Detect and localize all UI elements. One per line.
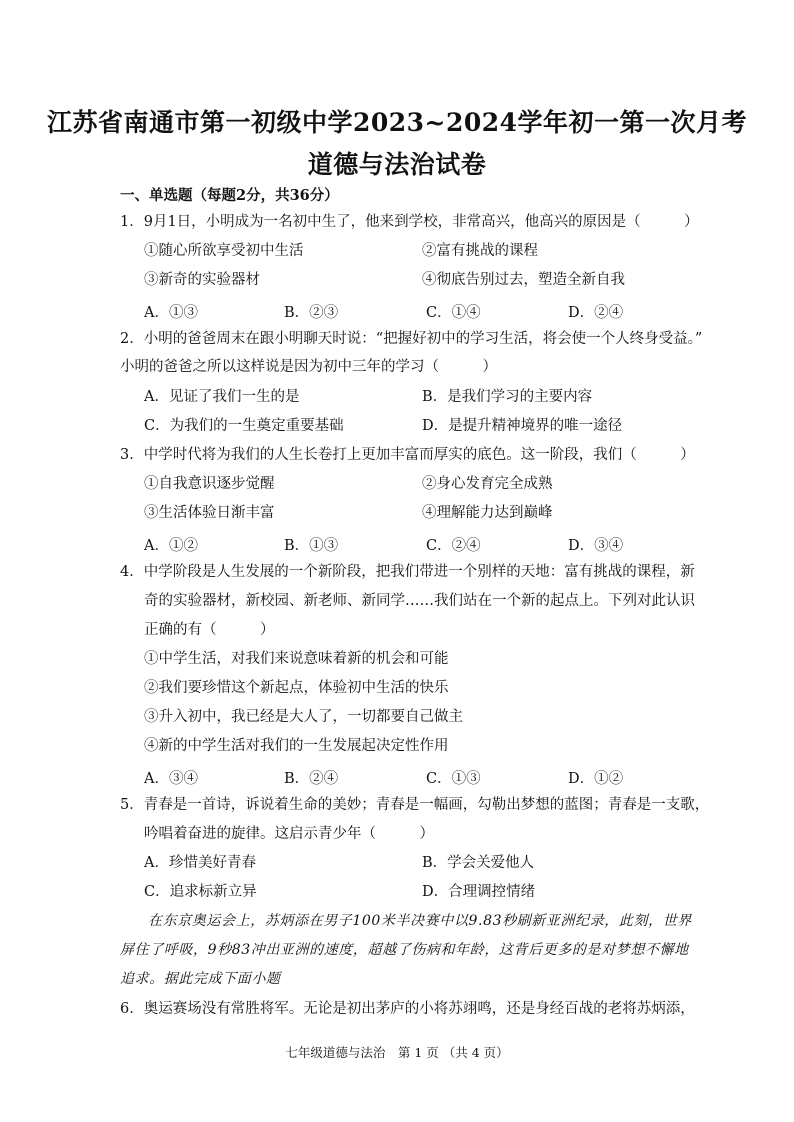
question-2-option-b: B．是我们学习的主要内容 [422,389,593,405]
question-1-option-b: B．②③ [284,305,339,321]
question-5-option-a: A．珍惜美好青春 [144,855,256,871]
question-2-option-d: D．是提升精神境界的唯一途径 [422,418,623,434]
question-6-stem-line-1: 6．奥运赛场没有常胜将军。无论是初出茅庐的小将苏翊鸣，还是身经百战的老将苏炳添， [120,1001,695,1017]
question-1-item-3: ③新奇的实验器材 [144,272,260,288]
question-5-stem-line-1: 5．青春是一首诗，诉说着生命的美妙；青春是一幅画，勾勒出梦想的蓝图；青春是一支歌， [120,797,710,813]
question-1-option-c: C．①④ [426,305,481,321]
exam-subtitle: 道德与法治试卷 [307,150,487,179]
question-1-option-a: A．①③ [144,305,198,321]
question-1-item-4: ④彻底告别过去，塑造全新自我 [422,272,625,288]
question-3-item-1: ①自我意识逐步觉醒 [144,476,275,492]
question-4-stem-line-2: 奇的实验器材，新校园、新老师、新同学……我们站在一个新的起点上。下列对此认识 [144,593,695,609]
question-3-option-b: B．①③ [284,538,339,554]
question-4-stem-line-3: 正确的有（ ） [144,622,275,638]
question-4-item-2: ②我们要珍惜这个新起点，体验初中生活的快乐 [144,680,449,696]
question-4-option-a: A．③④ [144,771,198,787]
question-3-stem: 3．中学时代将为我们的人生长卷打上更加丰富而厚实的底色。这一阶段，我们（ ） [120,447,695,463]
passage-line-2: 屏住了呼吸，9秒83冲出亚洲的速度，超越了伤病和年龄，这背后更多的是对梦想不懈地 [120,942,689,958]
question-4-stem-line-1: 4．中学阶段是人生发展的一个新阶段，把我们带进一个别样的天地：富有挑战的课程，新 [120,564,695,580]
question-4-item-4: ④新的中学生活对我们的一生发展起决定性作用 [144,738,449,754]
exam-title: 江苏省南通市第一初级中学2023~2024学年初一第一次月考 [46,108,748,137]
question-3-option-c: C．②④ [426,538,481,554]
question-5-option-b: B．学会关爱他人 [422,855,535,871]
question-2-option-c: C．为我们的一生奠定重要基础 [144,418,344,434]
question-3-item-3: ③生活体验日渐丰富 [144,505,275,521]
question-1-item-1: ①随心所欲享受初中生活 [144,243,304,259]
page-footer: 七年级道德与法治 第 1 页 （共 4 页） [285,1045,509,1060]
question-3-option-a: A．①② [144,538,198,554]
question-4-item-1: ①中学生活，对我们来说意味着新的机会和可能 [144,651,449,667]
question-1-option-d: D．②④ [568,305,624,321]
question-4-item-3: ③升入初中，我已经是大人了，一切都要自己做主 [144,709,463,725]
question-4-option-b: B．②④ [284,771,339,787]
question-2-option-a: A．见证了我们一生的是 [144,389,300,405]
question-5-stem-line-2: 吟唱着奋进的旋律。这启示青少年（ ） [144,826,434,842]
passage-line-1: 在东京奥运会上，苏炳添在男子100米半决赛中以9.83秒刷新亚洲纪录，此刻，世界 [148,913,692,929]
question-1-item-2: ②富有挑战的课程 [422,243,538,259]
question-5-option-c: C．追求标新立异 [144,884,257,900]
question-2-stem-line-1: 2．小明的爸爸周末在跟小明聊天时说：“把握好初中的学习生活，将会使一个人终身受益。” [120,331,703,347]
question-4-option-d: D．①② [568,771,624,787]
question-3-option-d: D．③④ [568,538,624,554]
question-3-item-4: ④理解能力达到巅峰 [422,505,553,521]
question-1-stem: 1．9月1日，小明成为一名初中生了，他来到学校，非常高兴，他高兴的原因是（ ） [120,214,699,230]
section-heading: 一、单选题（每题2分，共36分） [120,187,339,204]
passage-line-3: 追求。据此完成下面小题 [120,971,281,987]
question-2-stem-line-2: 小明的爸爸之所以这样说是因为初中三年的学习（ ） [120,359,497,375]
question-4-option-c: C．①③ [426,771,481,787]
question-3-item-2: ②身心发育完全成熟 [422,476,553,492]
question-5-option-d: D．合理调控情绪 [422,884,536,900]
